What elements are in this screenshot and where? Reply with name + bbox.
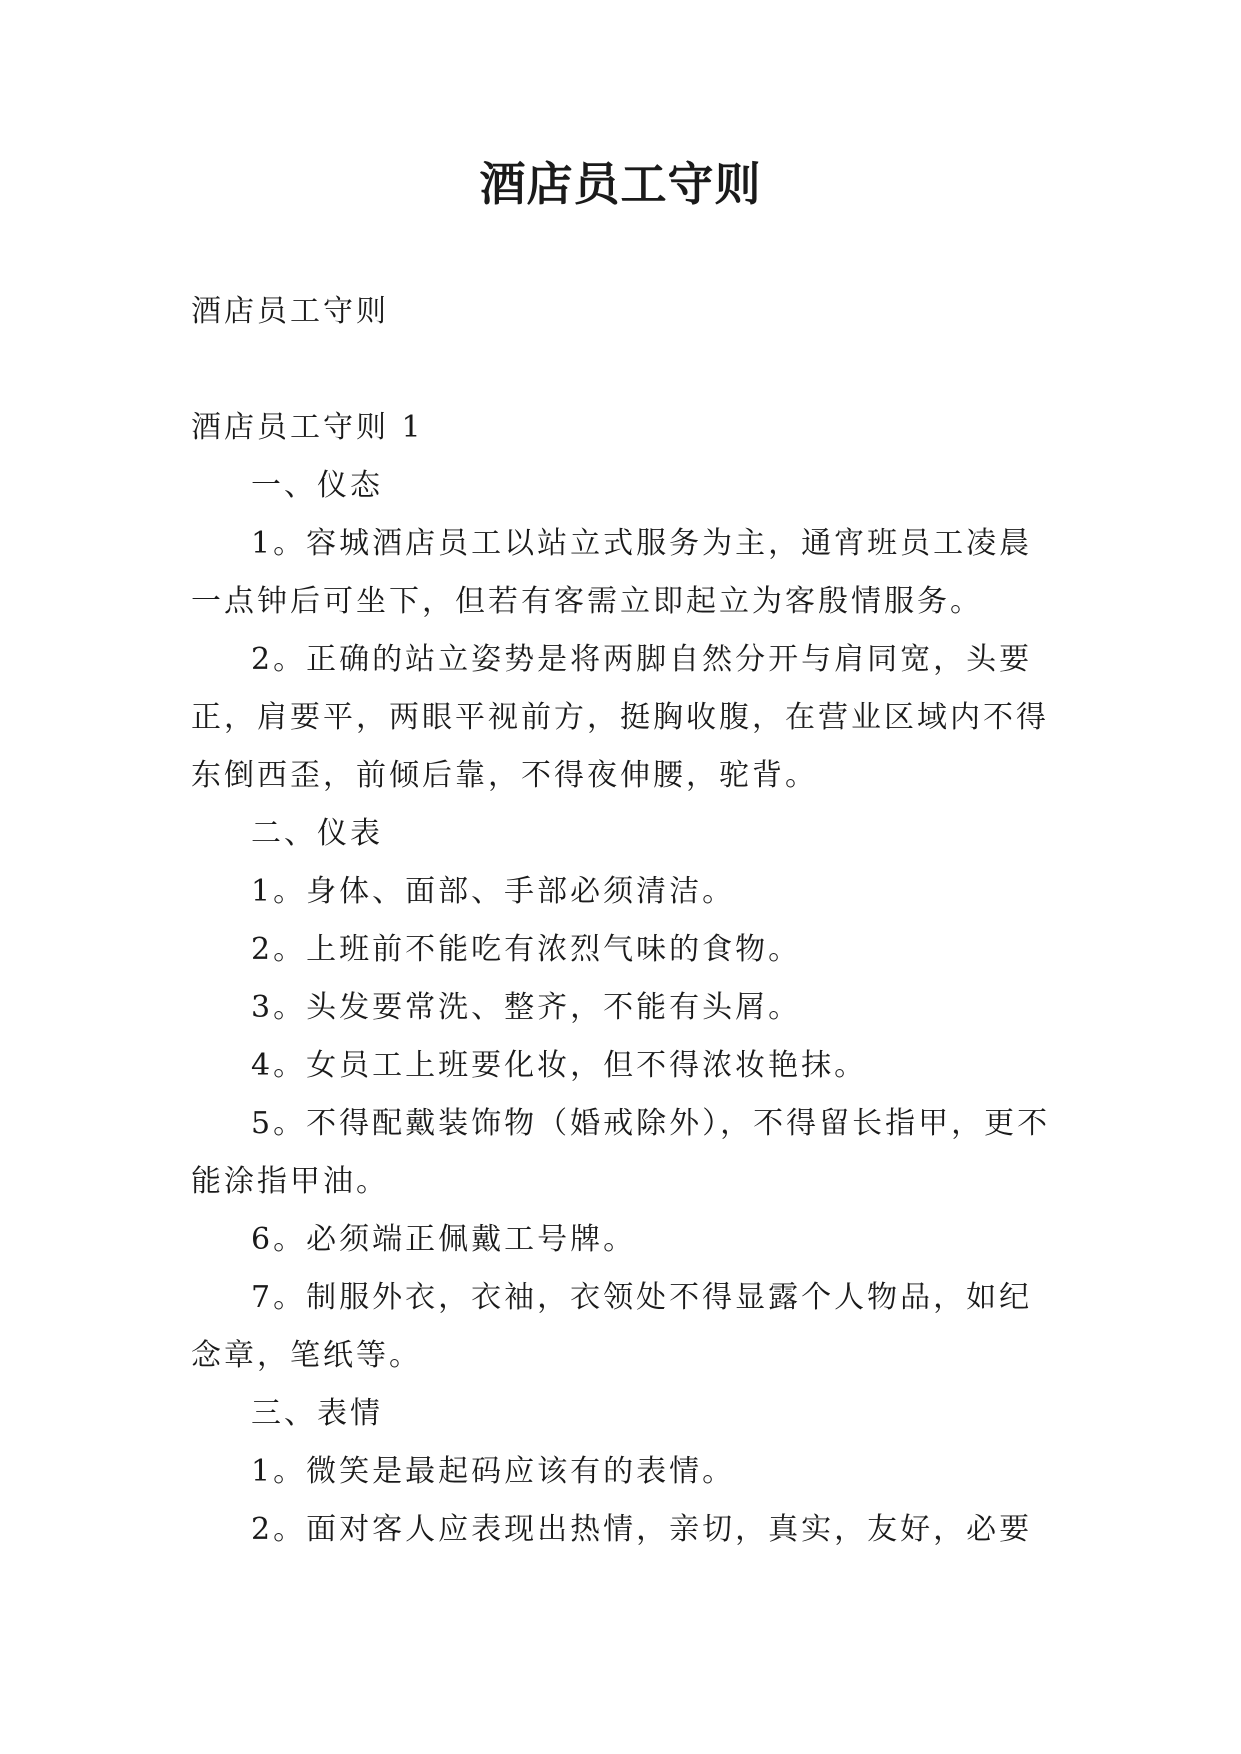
paragraph-line: 正，肩要平，两眼平视前方，挺胸收腹，在营业区域内不得 xyxy=(191,700,1049,735)
paragraph-line: 2。面对客人应表现出热情，亲切，真实，友好，必要 xyxy=(251,1512,1033,1547)
section-heading: 酒店员工守则 1 xyxy=(191,410,424,445)
paragraph-line: 一、仪态 xyxy=(251,468,383,503)
paragraph-line: 2。正确的站立姿势是将两脚自然分开与肩同宽，头要 xyxy=(251,642,1033,677)
paragraph-line: 7。制服外衣，衣袖，衣领处不得显露个人物品，如纪 xyxy=(251,1280,1033,1315)
document-body xyxy=(191,283,1057,1559)
paragraph-line: 二、仪表 xyxy=(251,816,383,851)
paragraph-line: 东倒西歪，前倾后靠，不得夜伸腰，驼背。 xyxy=(191,758,818,793)
paragraph-line: 5。不得配戴装饰物（婚戒除外），不得留长指甲，更不 xyxy=(251,1106,1051,1141)
document-title: 酒店员工守则 xyxy=(479,157,762,211)
paragraph-line: 3。头发要常洗、整齐，不能有头屑。 xyxy=(251,990,802,1025)
paragraph-line: 1。容城酒店员工以站立式服务为主，通宵班员工凌晨 xyxy=(251,526,1033,561)
document-subtitle: 酒店员工守则 xyxy=(191,294,389,329)
paragraph-line: 1。微笑是最起码应该有的表情。 xyxy=(251,1454,736,1489)
paragraph-line: 能涂指甲油。 xyxy=(191,1164,389,1199)
paragraph-line: 三、表情 xyxy=(251,1396,383,1431)
paragraph-line: 6。必须端正佩戴工号牌。 xyxy=(251,1222,637,1257)
paragraph-line: 2。上班前不能吃有浓烈气味的食物。 xyxy=(251,932,802,967)
paragraph-line: 4。女员工上班要化妆，但不得浓妆艳抹。 xyxy=(251,1048,868,1083)
paragraph-line: 1。身体、面部、手部必须清洁。 xyxy=(251,874,736,909)
paragraph-line: 一点钟后可坐下，但若有客需立即起立为客殷情服务。 xyxy=(191,584,983,619)
paragraph-line: 念章，笔纸等。 xyxy=(191,1338,422,1373)
